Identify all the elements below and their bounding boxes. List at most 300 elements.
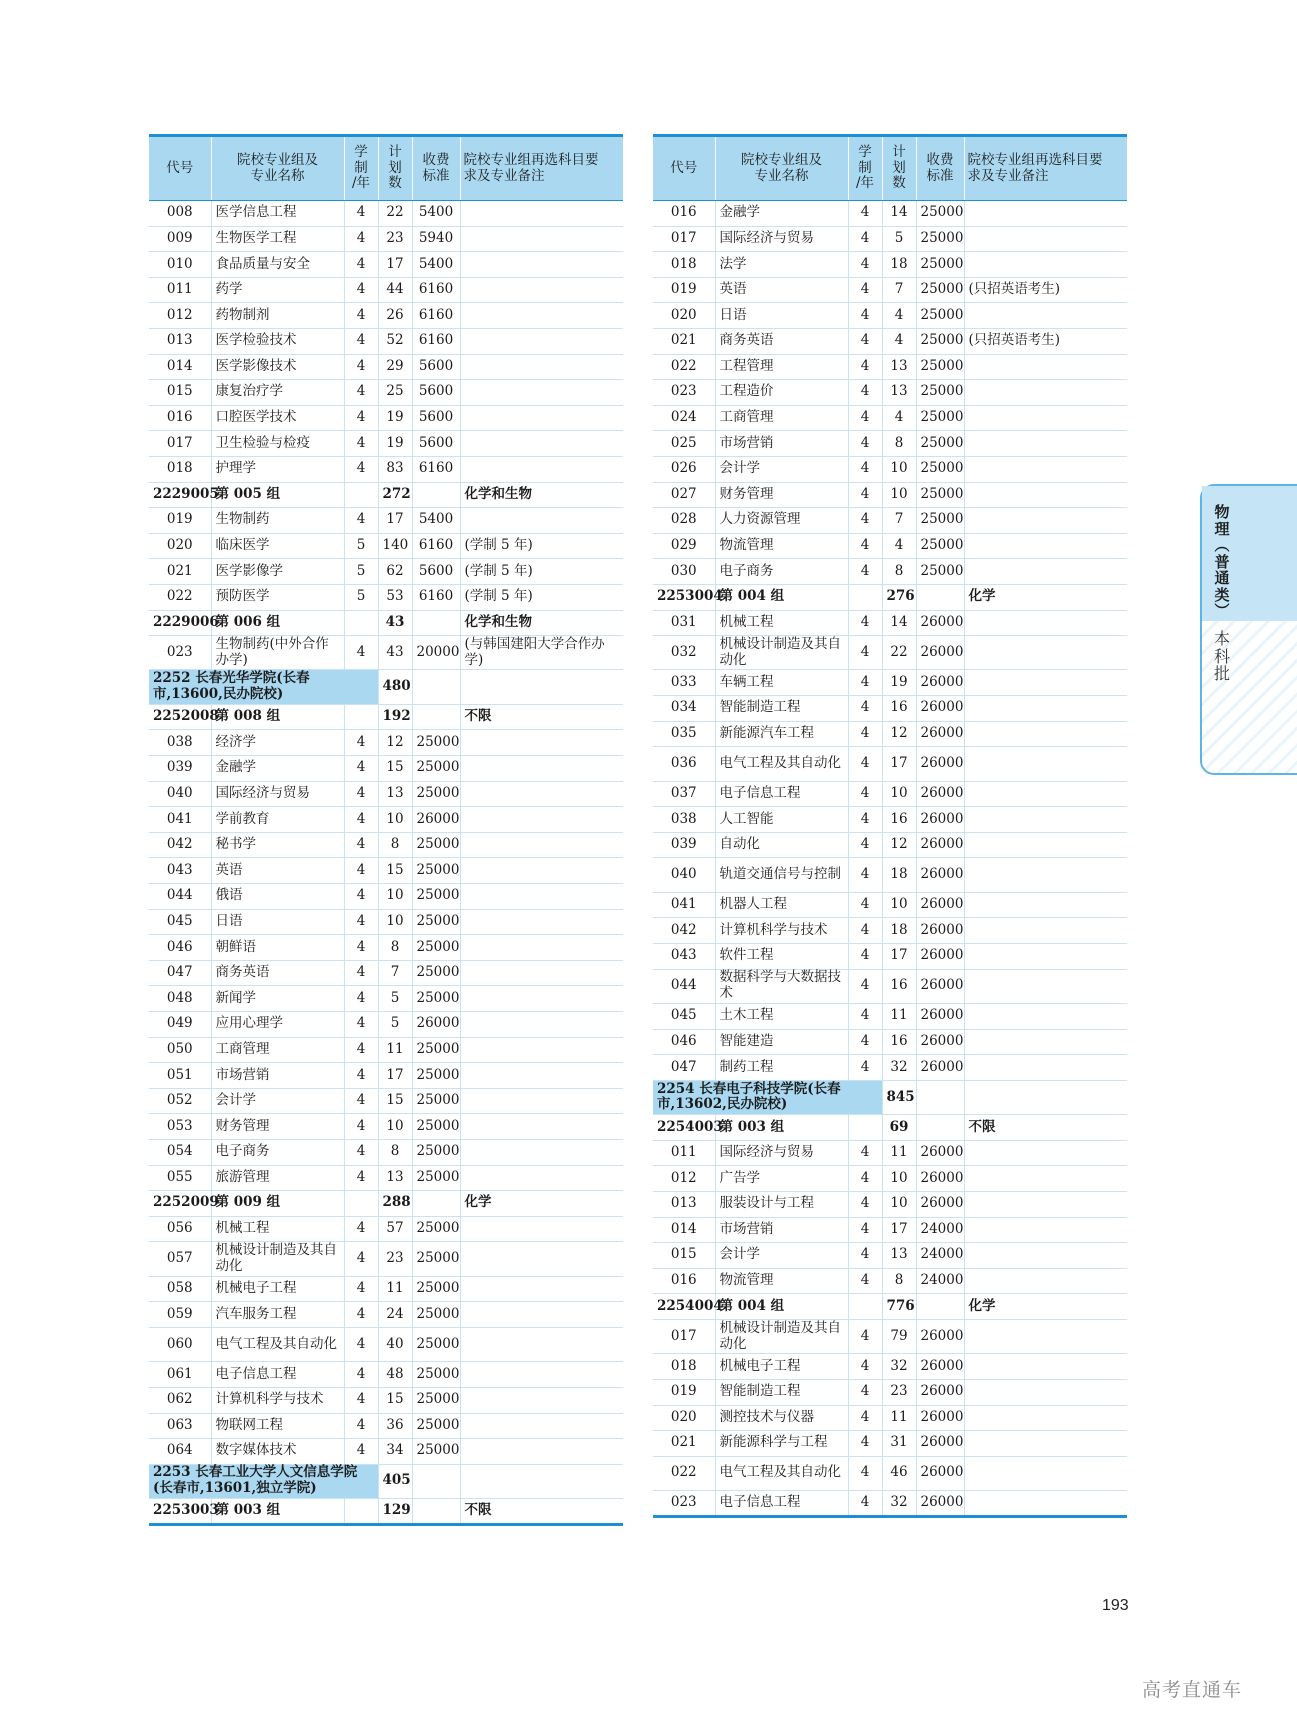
- major-years: 4: [344, 909, 378, 935]
- major-name: 经济学: [211, 730, 344, 756]
- major-plan: 16: [882, 807, 916, 833]
- major-years: 4: [344, 252, 378, 278]
- major-code: 060: [149, 1327, 211, 1361]
- major-fee: 26000: [916, 1055, 964, 1081]
- major-code: 016: [653, 201, 715, 227]
- header-code: 代号: [149, 136, 211, 201]
- major-code: 020: [653, 303, 715, 329]
- major-years: 4: [848, 636, 882, 670]
- vertical-char: ︵: [1214, 536, 1230, 554]
- major-note: [964, 226, 1127, 252]
- major-row: [653, 1029, 1127, 1055]
- major-name: 机器人工程: [715, 892, 848, 918]
- group-name: 第 003 组: [715, 1115, 848, 1141]
- major-name: 法学: [715, 252, 848, 278]
- fee-cell: [412, 610, 460, 636]
- major-plan: 17: [378, 508, 412, 534]
- major-row: [653, 1191, 1127, 1217]
- major-fee: 25000: [916, 303, 964, 329]
- major-note: [460, 1387, 623, 1413]
- major-fee: 6160: [412, 303, 460, 329]
- major-note: [964, 201, 1127, 227]
- major-years: 4: [344, 456, 378, 482]
- major-fee: 25000: [916, 201, 964, 227]
- major-fee: 26000: [916, 969, 964, 1003]
- major-code: 014: [653, 1217, 715, 1243]
- major-plan: 12: [882, 721, 916, 747]
- major-note: (与韩国建阳大学合作办学): [460, 636, 623, 670]
- major-code: 023: [149, 636, 211, 670]
- major-years: 4: [344, 380, 378, 406]
- major-plan: 23: [882, 1379, 916, 1405]
- major-row: [653, 354, 1127, 380]
- major-name: 新闻学: [211, 986, 344, 1012]
- major-fee: 5400: [412, 201, 460, 227]
- batch-label: [1202, 630, 1242, 683]
- major-name: 物联网工程: [211, 1413, 344, 1439]
- major-fee: 26000: [916, 918, 964, 944]
- major-plan: 16: [882, 969, 916, 1003]
- major-name: 智能制造工程: [715, 1379, 848, 1405]
- major-fee: 25000: [916, 482, 964, 508]
- major-note: [964, 559, 1127, 585]
- major-note: [460, 252, 623, 278]
- major-name: 商务英语: [715, 328, 848, 354]
- major-plan: 29: [378, 354, 412, 380]
- major-plan: 57: [378, 1216, 412, 1242]
- major-row: [653, 918, 1127, 944]
- major-plan: 4: [882, 303, 916, 329]
- group-plan: 276: [882, 584, 916, 610]
- major-plan: 83: [378, 456, 412, 482]
- major-code: 045: [653, 1004, 715, 1030]
- institution-row: [653, 1080, 1127, 1114]
- major-years: 4: [848, 1491, 882, 1517]
- vertical-char: 物: [1214, 503, 1230, 521]
- major-years: 4: [344, 431, 378, 457]
- major-code: 035: [653, 721, 715, 747]
- major-note: [460, 884, 623, 910]
- major-plan: 24: [378, 1302, 412, 1328]
- major-years: 4: [848, 807, 882, 833]
- major-code: 016: [653, 1268, 715, 1294]
- major-years: 4: [848, 944, 882, 970]
- major-years: 4: [848, 456, 882, 482]
- major-note: [964, 858, 1127, 892]
- major-note: [964, 1379, 1127, 1405]
- major-note: [460, 730, 623, 756]
- major-code: 020: [149, 533, 211, 559]
- major-code: 038: [149, 730, 211, 756]
- major-fee: 25000: [412, 1276, 460, 1302]
- major-fee: 26000: [916, 610, 964, 636]
- major-note: [460, 858, 623, 884]
- group-row: [653, 1294, 1127, 1320]
- major-name: 日语: [211, 909, 344, 935]
- major-fee: 25000: [412, 756, 460, 782]
- major-note: [460, 303, 623, 329]
- major-years: 4: [848, 610, 882, 636]
- group-code: 2252008: [149, 704, 211, 730]
- major-note: [964, 1405, 1127, 1431]
- major-name: 会计学: [715, 456, 848, 482]
- major-years: 4: [848, 354, 882, 380]
- fee-cell: [916, 1294, 964, 1320]
- major-plan: 12: [882, 832, 916, 858]
- group-code: 2254004: [653, 1294, 715, 1320]
- major-name: 生物制药: [211, 508, 344, 534]
- major-years: 4: [848, 380, 882, 406]
- major-row: [653, 482, 1127, 508]
- major-name: 计算机科学与技术: [715, 918, 848, 944]
- major-years: 4: [344, 1242, 378, 1276]
- group-row: [149, 482, 623, 508]
- major-name: 软件工程: [715, 944, 848, 970]
- major-note: [460, 832, 623, 858]
- major-note: [460, 909, 623, 935]
- major-code: 014: [149, 354, 211, 380]
- major-code: 051: [149, 1063, 211, 1089]
- major-fee: 25000: [916, 277, 964, 303]
- major-row: [149, 1063, 623, 1089]
- major-years: 4: [344, 935, 378, 961]
- major-note: [460, 277, 623, 303]
- major-note: [460, 960, 623, 986]
- major-fee: 25000: [412, 1439, 460, 1465]
- major-fee: 25000: [412, 1063, 460, 1089]
- major-years: 4: [848, 431, 882, 457]
- major-name: 卫生检验与检疫: [211, 431, 344, 457]
- major-years: 4: [344, 832, 378, 858]
- page-number: 193: [1102, 1597, 1129, 1614]
- major-plan: 10: [882, 892, 916, 918]
- group-code: 2253003: [149, 1499, 211, 1525]
- major-years: 4: [344, 1139, 378, 1165]
- major-code: 047: [653, 1055, 715, 1081]
- major-fee: 24000: [916, 1268, 964, 1294]
- major-code: 019: [149, 508, 211, 534]
- major-plan: 17: [882, 1217, 916, 1243]
- group-subject-requirement: 化学: [964, 1294, 1127, 1320]
- major-plan: 26: [378, 303, 412, 329]
- major-note: [964, 1491, 1127, 1517]
- major-note: (学制 5 年): [460, 559, 623, 585]
- major-name: 护理学: [211, 456, 344, 482]
- major-code: 046: [653, 1029, 715, 1055]
- major-name: 医学影像技术: [211, 354, 344, 380]
- major-years: 4: [344, 1439, 378, 1465]
- major-name: 电子信息工程: [715, 781, 848, 807]
- major-code: 053: [149, 1114, 211, 1140]
- major-years: 4: [848, 858, 882, 892]
- major-row: [653, 303, 1127, 329]
- major-fee: 5600: [412, 380, 460, 406]
- major-code: 062: [149, 1387, 211, 1413]
- major-code: 027: [653, 482, 715, 508]
- major-name: 金融学: [211, 756, 344, 782]
- header-code: 代号: [653, 136, 715, 201]
- major-code: 039: [653, 832, 715, 858]
- major-note: [460, 807, 623, 833]
- group-name: 第 003 组: [211, 1499, 344, 1525]
- major-row: [653, 226, 1127, 252]
- major-code: 022: [653, 1456, 715, 1490]
- major-plan: 19: [882, 670, 916, 696]
- major-row: [653, 559, 1127, 585]
- header-fee: 收费 标准: [916, 136, 964, 201]
- major-code: 028: [653, 508, 715, 534]
- major-row: [149, 533, 623, 559]
- major-years: 4: [344, 1327, 378, 1361]
- major-note: [460, 328, 623, 354]
- major-note: [964, 1319, 1127, 1353]
- major-row: [653, 380, 1127, 406]
- major-years: 4: [848, 670, 882, 696]
- major-plan: 14: [882, 201, 916, 227]
- major-note: [460, 380, 623, 406]
- major-name: 新能源科学与工程: [715, 1431, 848, 1457]
- major-name: 物流管理: [715, 533, 848, 559]
- major-note: [964, 1029, 1127, 1055]
- major-years: 4: [344, 1165, 378, 1191]
- major-code: 012: [149, 303, 211, 329]
- major-note: [964, 944, 1127, 970]
- major-years: 4: [848, 226, 882, 252]
- major-note: [964, 1431, 1127, 1457]
- major-note: [964, 1456, 1127, 1490]
- major-row: [653, 1004, 1127, 1030]
- group-subject-requirement: 化学: [460, 1191, 623, 1217]
- group-plan: 288: [378, 1191, 412, 1217]
- major-fee: 25000: [412, 858, 460, 884]
- major-plan: 8: [882, 1268, 916, 1294]
- major-note: [460, 1139, 623, 1165]
- group-name: 第 006 组: [211, 610, 344, 636]
- major-years: 4: [848, 1319, 882, 1353]
- major-row: [653, 944, 1127, 970]
- major-name: 国际经济与贸易: [211, 781, 344, 807]
- major-code: 040: [149, 781, 211, 807]
- major-fee: 5400: [412, 508, 460, 534]
- major-fee: 26000: [916, 832, 964, 858]
- major-plan: 40: [378, 1327, 412, 1361]
- major-fee: 26000: [916, 1029, 964, 1055]
- major-name: 土木工程: [715, 1004, 848, 1030]
- major-row: [149, 909, 623, 935]
- major-name: 英语: [715, 277, 848, 303]
- note-cell: [460, 1464, 623, 1498]
- major-fee: 25000: [916, 328, 964, 354]
- fee-cell: [916, 1080, 964, 1114]
- major-fee: 25000: [412, 1165, 460, 1191]
- major-note: [460, 1302, 623, 1328]
- major-fee: 26000: [916, 747, 964, 781]
- major-fee: 25000: [412, 986, 460, 1012]
- major-name: 市场营销: [715, 1217, 848, 1243]
- years-cell: [344, 610, 378, 636]
- major-plan: 13: [378, 1165, 412, 1191]
- major-note: [964, 832, 1127, 858]
- major-fee: 6160: [412, 277, 460, 303]
- major-plan: 22: [378, 201, 412, 227]
- major-code: 034: [653, 696, 715, 722]
- institution-name: 2254 长春电子科技学院(长春市,13602,民办院校): [653, 1080, 882, 1114]
- header-notes: 院校专业组再选科目要 求及专业备注: [964, 136, 1127, 201]
- major-fee: 6160: [412, 328, 460, 354]
- major-code: 045: [149, 909, 211, 935]
- major-note: (学制 5 年): [460, 584, 623, 610]
- major-row: [149, 1012, 623, 1038]
- major-plan: 8: [882, 559, 916, 585]
- major-row: [149, 456, 623, 482]
- institution-plan: 480: [378, 670, 412, 704]
- major-row: [653, 969, 1127, 1003]
- major-years: 4: [848, 969, 882, 1003]
- major-code: 048: [149, 986, 211, 1012]
- major-years: 4: [344, 226, 378, 252]
- group-name: 第 004 组: [715, 1294, 848, 1320]
- major-note: [964, 747, 1127, 781]
- major-name: 机械工程: [715, 610, 848, 636]
- major-fee: 26000: [916, 1491, 964, 1517]
- major-fee: 26000: [916, 1405, 964, 1431]
- major-row: [149, 1327, 623, 1361]
- major-plan: 23: [378, 226, 412, 252]
- major-fee: 25000: [916, 226, 964, 252]
- section-side-tab: [1200, 484, 1297, 775]
- major-plan: 8: [882, 431, 916, 457]
- vertical-char: 普: [1214, 552, 1230, 571]
- major-note: [964, 807, 1127, 833]
- major-note: [964, 456, 1127, 482]
- major-code: 016: [149, 405, 211, 431]
- major-row: [149, 1362, 623, 1388]
- major-fee: 5600: [412, 559, 460, 585]
- major-note: [460, 1413, 623, 1439]
- major-fee: 6160: [412, 456, 460, 482]
- major-row: [653, 696, 1127, 722]
- major-code: 052: [149, 1088, 211, 1114]
- major-code: 063: [149, 1413, 211, 1439]
- major-row: [653, 1243, 1127, 1269]
- major-name: 康复治疗学: [211, 380, 344, 406]
- fee-cell: [412, 1499, 460, 1525]
- major-years: 4: [344, 405, 378, 431]
- major-plan: 7: [378, 960, 412, 986]
- major-fee: 25000: [916, 431, 964, 457]
- institution-plan: 845: [882, 1080, 916, 1114]
- major-plan: 32: [882, 1491, 916, 1517]
- major-fee: 25000: [916, 533, 964, 559]
- major-years: 4: [848, 1140, 882, 1166]
- years-cell: [344, 1499, 378, 1525]
- major-code: 015: [653, 1243, 715, 1269]
- major-years: 4: [344, 1387, 378, 1413]
- major-row: [653, 328, 1127, 354]
- major-plan: 10: [882, 1191, 916, 1217]
- fee-cell: [412, 1464, 460, 1498]
- major-years: 4: [848, 559, 882, 585]
- major-plan: 53: [378, 584, 412, 610]
- vertical-char: 本: [1213, 629, 1230, 648]
- major-code: 026: [653, 456, 715, 482]
- major-fee: 26000: [916, 1379, 964, 1405]
- major-fee: 24000: [916, 1243, 964, 1269]
- major-fee: 25000: [916, 405, 964, 431]
- major-years: 4: [344, 1012, 378, 1038]
- major-row: [653, 747, 1127, 781]
- years-cell: [344, 704, 378, 730]
- major-row: [149, 1276, 623, 1302]
- major-note: [460, 1165, 623, 1191]
- major-plan: 11: [882, 1405, 916, 1431]
- major-plan: 18: [882, 858, 916, 892]
- major-plan: 11: [378, 1276, 412, 1302]
- major-years: 4: [344, 303, 378, 329]
- major-years: 4: [344, 1216, 378, 1242]
- major-code: 025: [653, 431, 715, 457]
- header-years: 学 制 /年: [344, 136, 378, 201]
- major-fee: 26000: [916, 781, 964, 807]
- major-row: [149, 508, 623, 534]
- major-name: 口腔医学技术: [211, 405, 344, 431]
- group-plan: 129: [378, 1499, 412, 1525]
- major-note: [964, 696, 1127, 722]
- major-years: 4: [848, 277, 882, 303]
- group-subject-requirement: 不限: [460, 1499, 623, 1525]
- major-note: [460, 986, 623, 1012]
- major-note: [964, 533, 1127, 559]
- major-fee: 26000: [916, 1354, 964, 1380]
- major-name: 计算机科学与技术: [211, 1387, 344, 1413]
- major-fee: 25000: [412, 960, 460, 986]
- major-note: [964, 303, 1127, 329]
- major-fee: 25000: [916, 559, 964, 585]
- major-years: 4: [848, 252, 882, 278]
- major-code: 017: [653, 1319, 715, 1353]
- major-name: 工商管理: [715, 405, 848, 431]
- major-fee: 25000: [412, 935, 460, 961]
- major-name: 工商管理: [211, 1037, 344, 1063]
- major-years: 4: [344, 807, 378, 833]
- fee-cell: [412, 670, 460, 704]
- major-code: 008: [149, 201, 211, 227]
- major-plan: 10: [882, 1166, 916, 1192]
- major-name: 电气工程及其自动化: [715, 747, 848, 781]
- major-name: 财务管理: [715, 482, 848, 508]
- major-name: 药物制剂: [211, 303, 344, 329]
- major-years: 4: [848, 1354, 882, 1380]
- major-name: 生物医学工程: [211, 226, 344, 252]
- major-plan: 12: [378, 730, 412, 756]
- major-plan: 17: [378, 252, 412, 278]
- major-years: 4: [344, 986, 378, 1012]
- group-row: [149, 1191, 623, 1217]
- group-plan: 776: [882, 1294, 916, 1320]
- major-name: 市场营销: [715, 431, 848, 457]
- major-note: [460, 1439, 623, 1465]
- major-note: [460, 1037, 623, 1063]
- major-code: 019: [653, 277, 715, 303]
- fee-cell: [916, 584, 964, 610]
- major-plan: 15: [378, 1088, 412, 1114]
- group-name: 第 009 组: [211, 1191, 344, 1217]
- major-plan: 7: [882, 508, 916, 534]
- major-row: [149, 1139, 623, 1165]
- major-fee: 26000: [916, 1431, 964, 1457]
- major-row: [653, 201, 1127, 227]
- major-row: [149, 636, 623, 670]
